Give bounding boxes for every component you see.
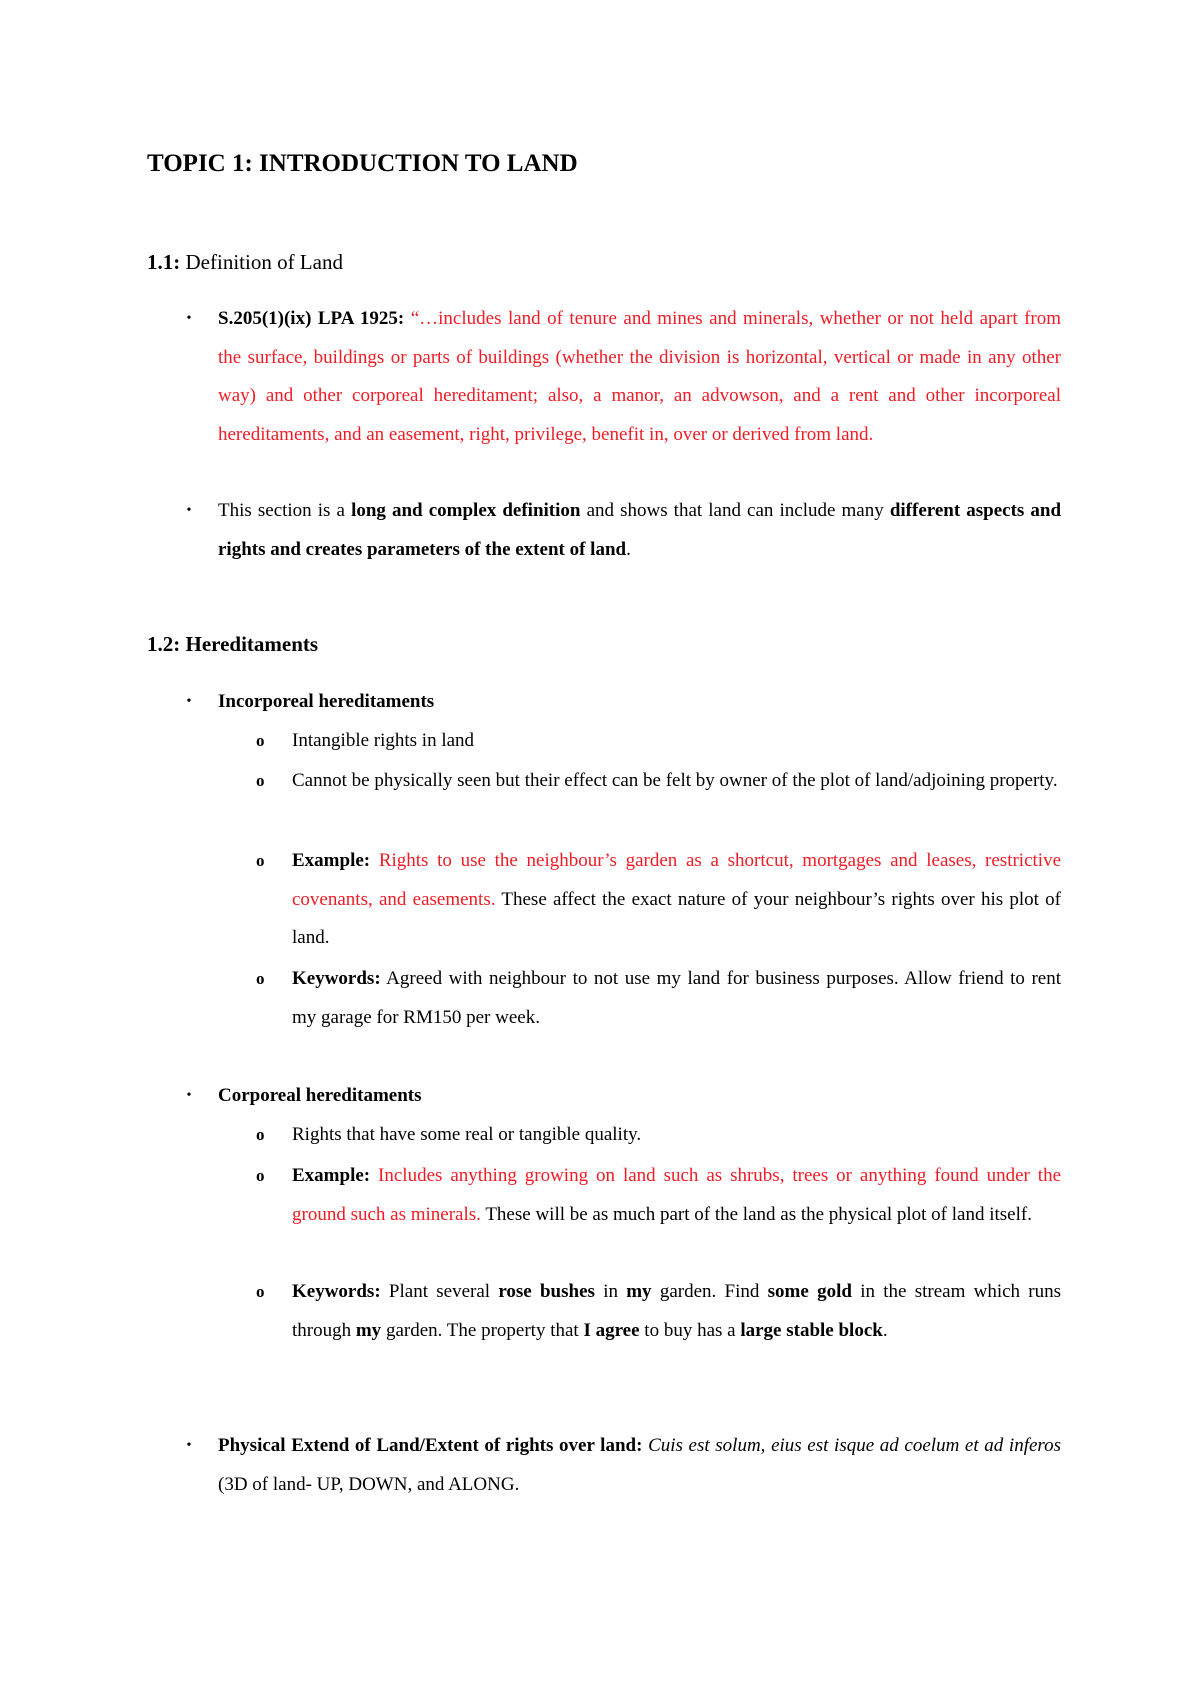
emphasis: some gold: [767, 1281, 852, 1302]
physical-extent-label: Physical Extend of Land/Extent of rights over land:: [218, 1435, 643, 1456]
incorporeal-heading: [218, 683, 1061, 722]
bullet-icon: •: [186, 1088, 192, 1103]
text: Plant several: [388, 1281, 491, 1302]
bullet-definition-explanation: [218, 492, 1061, 569]
emphasis: different aspects and rights and creates parameters of the extent of land: [218, 500, 1062, 560]
text: garden. Find: [659, 1281, 760, 1302]
bullet-icon: •: [186, 1438, 192, 1453]
page-title: TOPIC 1: INTRODUCTION TO LAND: [147, 150, 578, 177]
emphasis: my: [626, 1281, 652, 1302]
text: Agreed with neighbour to not use my land for business purposes. Allow friend to rent my garage for RM150 per week.: [292, 968, 1062, 1028]
keywords-label: Keywords:: [292, 968, 381, 989]
physical-extent: [218, 1427, 1061, 1504]
sub-bullet-icon: o: [256, 1125, 265, 1144]
text: in the stream which runs through: [292, 1281, 1062, 1341]
emphasis: large stable block: [740, 1319, 883, 1341]
section-1-1-number: 1.1:: [147, 250, 181, 274]
sub-bullet-icon: o: [256, 1166, 265, 1185]
section-1-2-heading: [147, 632, 318, 657]
emphasis: I agree: [583, 1319, 640, 1341]
corporeal-keywords: [292, 1273, 1061, 1350]
sub-bullet-icon: o: [256, 731, 265, 750]
corporeal-example: [292, 1157, 1061, 1234]
example-highlight: Rights to use the neighbour’s garden as a shortcut, mortgages and leases, restrictive covenants, and easements.: [292, 850, 1062, 910]
emphasis: rose bushes: [498, 1281, 595, 1302]
text: garden. The property that: [385, 1319, 579, 1341]
emphasis: my: [355, 1319, 382, 1341]
corporeal-point-1: Rights that have some real or tangible quality.: [292, 1124, 642, 1145]
bullet-icon: •: [186, 311, 192, 326]
emphasis: long and complex definition: [351, 500, 581, 521]
text: and shows that land can include many: [586, 500, 884, 521]
lpa-section-label: S.205(1)(ix) LPA 1925:: [218, 308, 405, 329]
section-1-2-number: 1.2:: [147, 632, 181, 656]
text: These affect the exact nature of your neighbour’s rights over his plot of land.: [292, 888, 1062, 949]
text: (3D of land- UP, DOWN, and ALONG.: [218, 1473, 520, 1495]
text: .: [882, 1319, 888, 1341]
example-highlight: Includes anything growing on land such as shrubs, trees or anything found under the ground such as minerals.: [292, 1165, 1062, 1225]
sub-bullet-icon: o: [256, 969, 265, 988]
sub-bullet-icon: o: [256, 771, 265, 790]
section-1-2-title: Hereditaments: [185, 632, 319, 656]
incorporeal-example: [292, 842, 1061, 958]
keywords-label: Keywords:: [292, 1281, 381, 1302]
bullet-lpa-definition: [218, 300, 1061, 454]
lpa-quote: “…includes land of tenure and mines and minerals, whether or not held apart from the surface, buildings or parts of buildings (whether the division is horizontal, vertical or made in any other way) and other corporeal hereditament; also, a manor, an advowson, and a rent and other incorporeal hereditaments, and an easement, right, privilege, benefit in, over or derived from land.: [218, 308, 1062, 445]
latin-maxim: Cuis est solum, eius est isque ad coelum et ad inferos: [648, 1435, 1061, 1456]
bullet-icon: •: [186, 694, 192, 709]
incorporeal-point-1: Intangible rights in land: [292, 730, 475, 751]
corporeal-title: Corporeal hereditaments: [218, 1085, 422, 1106]
example-label: Example:: [292, 850, 371, 871]
incorporeal-title: Incorporeal hereditaments: [218, 691, 435, 712]
sub-bullet-icon: o: [256, 1282, 265, 1301]
text: to buy has a: [644, 1319, 736, 1341]
sub-bullet-icon: o: [256, 851, 265, 870]
incorporeal-keywords: [292, 960, 1061, 1037]
text: These will be as much part of the land as the physical plot of land itself.: [485, 1203, 1032, 1225]
corporeal-heading: [218, 1077, 1061, 1116]
text: This section is a: [218, 500, 345, 521]
text: in: [603, 1281, 618, 1302]
example-label: Example:: [292, 1165, 371, 1186]
section-1-1-heading: [147, 250, 343, 275]
incorporeal-point-2: Cannot be physically seen but their effect can be felt by owner of the plot of land/adjoining property.: [292, 770, 1058, 791]
bullet-icon: •: [186, 503, 192, 518]
text: .: [626, 538, 631, 560]
section-1-1-title: Definition of Land: [185, 250, 343, 274]
